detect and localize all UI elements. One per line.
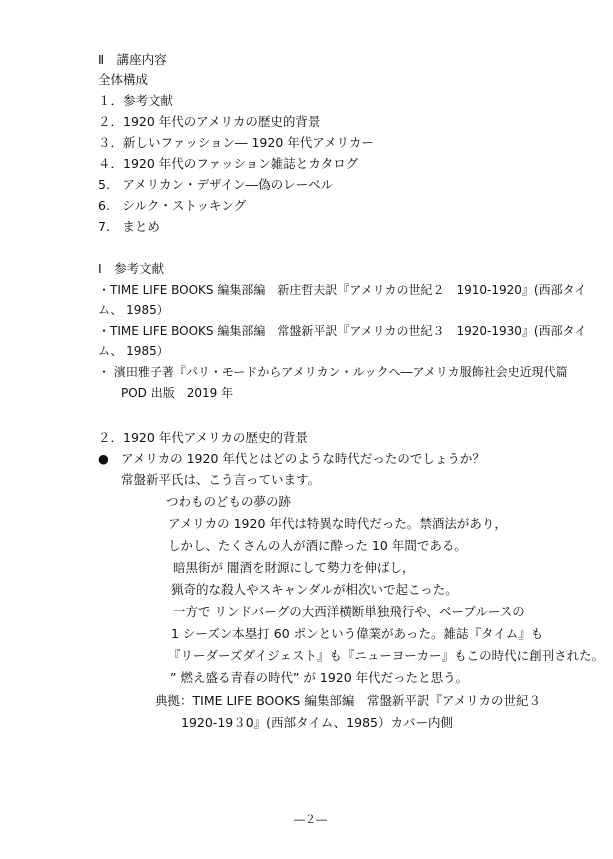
reference-item: ・TIME LIFE BOOKS 編集部編 常盤新平訳『アメリカの世紀３ 1920-1930』(西部タイ (98, 324, 587, 338)
reference-item: ・TIME LIFE BOOKS 編集部編 新庄哲夫訳『アメリカの世紀２ 1910-1920』(西部タイ (98, 283, 587, 297)
source-citation-cont: 1920-19３0』(西部タイム、1985）カバー内側 (181, 715, 453, 730)
bullet-icon: ● (98, 451, 109, 466)
references-heading: Ⅰ 参考文献 (98, 261, 165, 276)
outline-item: ２．1920 年代のアメリカの歴史的背景 (98, 114, 321, 129)
reference-item-cont: POD 出版 2019 年 (121, 386, 234, 400)
quote-line: ” 燃え盛る青春の時代” が 1920 年代だったと思う。 (170, 670, 469, 685)
reference-item-cont: ム、 1985） (98, 303, 169, 317)
quote-line: 1 シーズン本塁打 60 ポンという偉業があった。雑誌『タイム』も (171, 626, 544, 641)
section-heading: Ⅱ 講座内容 (98, 52, 167, 67)
quote-line: アメリカの 1920 年代は特異な時代だった。禁酒法があり， (168, 516, 507, 531)
outline-item: 7. まとめ (98, 219, 160, 234)
quote-line: 『リーダーズダイジェスト』も『ニューヨーカー』もこの時代に創刊された。 (168, 648, 605, 663)
background-question: アメリカの 1920 年代とはどのような時代だったのでしょうか？ (121, 451, 485, 466)
reference-item-cont: ム、 1985） (98, 344, 169, 358)
background-heading: ２．1920 年代アメリカの歴史的背景 (98, 430, 308, 445)
quote-line: 一方で リンドバーグの大西洋横断単独飛行や、ベーブルースの (173, 604, 525, 619)
quote-title: つわものどもの夢の跡 (166, 494, 292, 509)
quote-line: しかし、たくさんの人が酒に酔った 10 年間である。 (168, 538, 467, 553)
background-intro: 常盤新平氏は、こう言っています。 (121, 472, 321, 487)
outline-item: 5. アメリカン・デザイン―偽のレーベル (98, 177, 334, 192)
page-number: ―２― (294, 813, 327, 826)
reference-item: ・ 濱田雅子著『パリ・モードからアメリカン・ルックへ―アメリカ服飾社会史近現代篇 (98, 365, 568, 379)
quote-line: 猟奇的な殺人やスキャンダルが相次いで起こった。 (171, 582, 458, 597)
quote-line: 暗黒街が 闇酒を財源にして勢力を伸ばし， (173, 560, 415, 575)
outline-item: １．参考文献 (98, 93, 174, 108)
outline-item: 6. シルク・ストッキング (98, 198, 247, 213)
overview-label: 全体構成 (98, 72, 149, 87)
source-citation: 典拠：TIME LIFE BOOKS 編集部編 常盤新平訳『アメリカの世紀３ (155, 693, 541, 708)
outline-item: ３．新しいファッション― 1920 年代アメリカー (98, 135, 374, 150)
outline-item: ４．1920 年代のファッション雑誌とカタログ (98, 156, 359, 171)
